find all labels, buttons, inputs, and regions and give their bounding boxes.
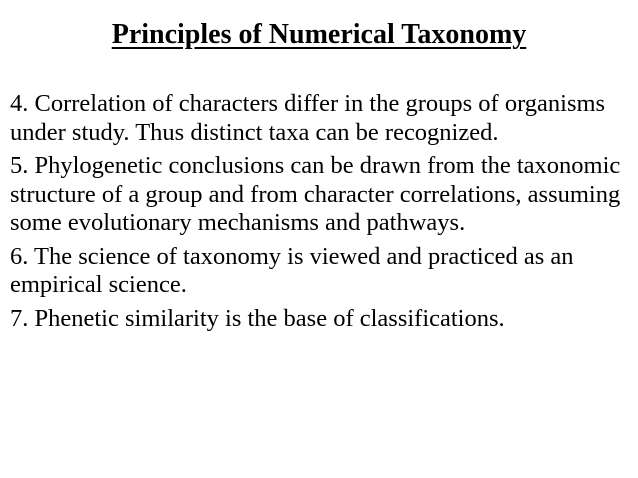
principle-item-4: 4. Correlation of characters differ in the groups of organisms under study. Thus distinct taxa can be recognized. bbox=[10, 90, 606, 146]
principle-item-7: 7. Phenetic similarity is the base of classifications. bbox=[10, 304, 505, 332]
slide-title: Principles of Numerical Taxonomy bbox=[111, 19, 527, 50]
principle-item-6: 6. The science of taxonomy is viewed and practiced as an empirical science. bbox=[10, 242, 574, 298]
principles-list bbox=[10, 90, 634, 333]
principle-item-5: 5. Phylogenetic conclusions can be drawn from the taxonomic structure of a group and from character correlations, assuming some evolutionary mechanisms and pathways. bbox=[10, 152, 621, 236]
